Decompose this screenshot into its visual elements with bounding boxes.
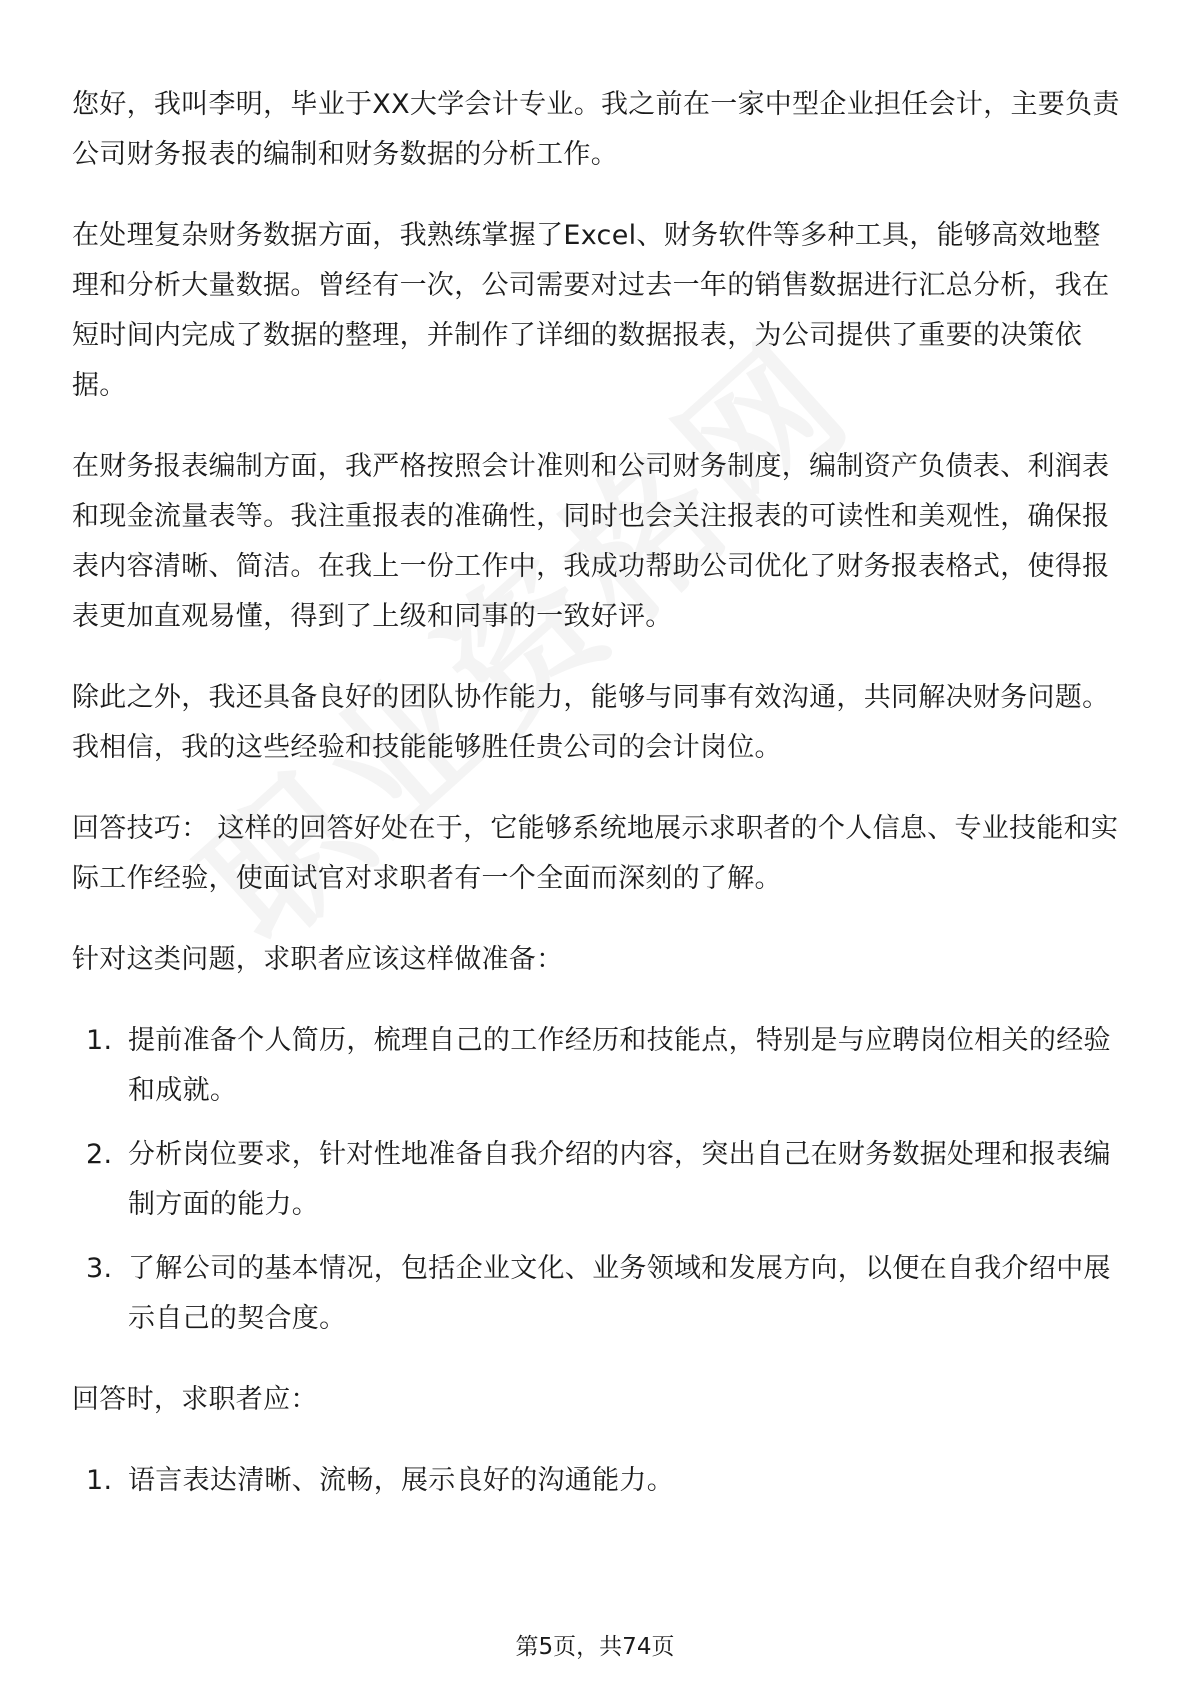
list-text: 分析岗位要求，针对性地准备自我介绍的内容，突出自己在财务数据处理和报表编制方面的能力。 xyxy=(128,1139,1111,1220)
list-number: 1. xyxy=(86,1025,113,1056)
paragraph-data-processing: 在处理复杂财务数据方面，我熟练掌握了Excel、财务软件等多种工具，能够高效地整理和分析大量数据。曾经有一次，公司需要对过去一年的销售数据进行汇总分析，我在短时间内完成了数据的整理，并制作了详细的数据报表，为公司提供了重要的决策依据。 xyxy=(72,220,1110,401)
paragraph-answer-tips: 回答技巧： 这样的回答好处在于，它能够系统地展示求职者的个人信息、专业技能和实际工作经验，使面试官对求职者有一个全面而深刻的了解。 xyxy=(72,813,1119,894)
list-number: 1. xyxy=(86,1465,113,1496)
paragraph-answer-heading: 回答时，求职者应： xyxy=(72,1384,318,1415)
list-text: 语言表达清晰、流畅，展示良好的沟通能力。 xyxy=(128,1465,674,1496)
document-body xyxy=(72,80,1122,1537)
list-text: 提前准备个人简历，梳理自己的工作经历和技能点，特别是与应聘岗位相关的经验和成就。 xyxy=(128,1025,1111,1106)
paragraph-intro: 您好，我叫李明，毕业于XX大学会计专业。我之前在一家中型企业担任会计，主要负责公司财务报表的编制和财务数据的分析工作。 xyxy=(72,89,1120,170)
page-footer: 第5页，共74页 xyxy=(515,1634,675,1660)
list-item xyxy=(72,1456,1122,1506)
list-number: 2. xyxy=(86,1139,113,1170)
prep-list xyxy=(72,1016,1122,1344)
list-item xyxy=(72,1244,1122,1344)
list-item xyxy=(72,1130,1122,1230)
paragraph-prep-heading: 针对这类问题，求职者应该这样做准备： xyxy=(72,944,564,975)
list-number: 3. xyxy=(86,1253,113,1284)
list-item xyxy=(72,1016,1122,1116)
list-text: 了解公司的基本情况，包括企业文化、业务领域和发展方向，以便在自我介绍中展示自己的契合度。 xyxy=(128,1253,1111,1334)
paragraph-teamwork: 除此之外，我还具备良好的团队协作能力，能够与同事有效沟通，共同解决财务问题。我相信，我的这些经验和技能能够胜任贵公司的会计岗位。 xyxy=(72,682,1110,763)
paragraph-report-compilation: 在财务报表编制方面，我严格按照会计准则和公司财务制度，编制资产负债表、利润表和现金流量表等。我注重报表的准确性，同时也会关注报表的可读性和美观性，确保报表内容清晰、简洁。在我上一份工作中，我成功帮助公司优化了财务报表格式，使得报表更加直观易懂，得到了上级和同事的一致好评。 xyxy=(72,451,1110,632)
answer-list xyxy=(72,1456,1122,1506)
